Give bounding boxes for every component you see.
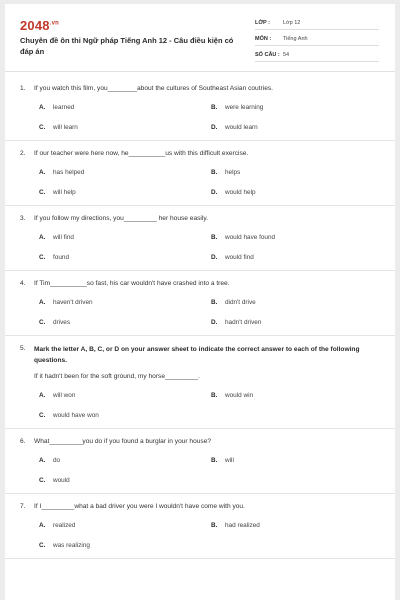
option-letter: C. [39,123,46,131]
answer-options [39,99,383,135]
option-letter: B. [211,521,218,529]
option-text: didn't drive [225,298,256,306]
option-text: has helped [53,168,85,176]
option-letter: A. [39,391,46,399]
question-text: If it hadn't been for the soft ground, my horse_________. [34,373,200,380]
question-text: What_________you do if you found a burglar in your house? [34,438,212,445]
option-a[interactable] [39,164,211,180]
option-text: would find [225,253,254,261]
option-a[interactable] [39,294,211,310]
option-b[interactable] [211,229,383,245]
option-text: would learn [225,123,258,131]
header-divider [5,71,395,72]
meta-label: MÔN : [255,35,272,42]
option-text: were learning [225,103,264,111]
document-meta [255,16,379,64]
option-letter: B. [211,391,218,399]
question-5 [5,336,395,429]
option-letter: B. [211,103,218,111]
question-number: 3. [20,215,26,222]
option-letter: A. [39,103,46,111]
question-text: If you watch this film, you________about the cultures of Southeast Asian coutries. [34,85,273,92]
option-a[interactable] [39,229,211,245]
question-4 [5,271,395,336]
question-number: 2. [20,150,26,157]
option-d[interactable] [211,314,383,330]
option-c[interactable] [39,537,211,553]
meta-value: Lớp 12 [283,19,301,26]
option-letter: C. [39,188,46,196]
option-c[interactable] [39,407,211,423]
option-text: will find [53,233,74,241]
option-text: would win [225,391,254,399]
option-d[interactable] [211,249,383,265]
option-letter: D. [211,253,218,261]
worksheet-page [5,4,395,600]
option-letter: C. [39,476,46,484]
question-number: 4. [20,280,26,287]
meta-row-count [255,48,379,62]
option-text: helps [225,168,241,176]
question-7 [5,494,395,559]
option-text: do [53,456,61,464]
option-letter: A. [39,168,46,176]
answer-options [39,229,383,265]
question-text: If our teacher were here now, he__________us with this difficult exercise. [34,150,249,157]
option-text: will [225,456,234,464]
option-c[interactable] [39,119,211,135]
option-text: would have won [53,411,99,419]
option-text: was realizing [53,541,90,549]
question-instruction: Mark the letter A, B, C, or D on your answer sheet to indicate the correct answer to each of the following questions. [34,346,360,364]
option-letter: A. [39,233,46,241]
option-text: realized [53,521,76,529]
option-letter: B. [211,298,218,306]
question-text: If you follow my directions, you_________ her house easily. [34,215,208,222]
option-a[interactable] [39,517,211,533]
answer-options [39,452,383,488]
option-d[interactable] [211,184,383,200]
option-c[interactable] [39,184,211,200]
option-letter: A. [39,298,46,306]
option-text: would help [225,188,256,196]
option-letter: A. [39,521,46,529]
option-b[interactable] [211,164,383,180]
option-letter: D. [211,123,218,131]
option-letter: C. [39,411,46,419]
answer-options [39,387,383,423]
meta-value: 54 [283,51,290,58]
page-header [5,4,395,68]
meta-label: LỚP : [255,19,270,26]
option-letter: C. [39,541,46,549]
option-d[interactable] [211,119,383,135]
answer-options [39,294,383,330]
question-number: 6. [20,438,26,445]
question-1 [5,76,395,141]
option-text: found [53,253,69,261]
option-b[interactable] [211,294,383,310]
question-2 [5,141,395,206]
question-number: 5. [20,345,26,352]
site-logo[interactable] [20,18,59,33]
option-letter: A. [39,456,46,464]
option-text: drives [53,318,71,326]
option-a[interactable] [39,387,211,403]
option-letter: B. [211,168,218,176]
option-letter: B. [211,456,218,464]
question-number: 7. [20,503,26,510]
answer-options [39,164,383,200]
option-b[interactable] [211,99,383,115]
logo-text: 2048 [20,18,50,33]
option-text: will learn [53,123,78,131]
option-c[interactable] [39,314,211,330]
option-letter: D. [211,188,218,196]
option-letter: C. [39,253,46,261]
meta-row-subject [255,32,379,46]
option-b[interactable] [211,517,383,533]
document-title: Chuyên đề ôn thi Ngữ pháp Tiếng Anh 12 - Câu điều kiện có đáp án [20,36,234,56]
meta-row-class [255,16,379,30]
option-b[interactable] [211,387,383,403]
question-number: 1. [20,85,26,92]
option-text: would [53,476,70,484]
option-text: will won [53,391,76,399]
option-a[interactable] [39,99,211,115]
option-text: had realized [225,521,260,529]
option-text: learned [53,103,75,111]
option-letter: B. [211,233,218,241]
option-b[interactable] [211,452,383,468]
option-text: hadn't driven [225,318,262,326]
meta-value: Tiếng Anh [283,35,308,42]
option-text: would have found [225,233,276,241]
question-list [5,76,395,559]
option-letter: D. [211,318,218,326]
option-text: will help [53,188,76,196]
question-6 [5,429,395,494]
meta-label: SỐ CÂU : [255,51,280,58]
question-text: If Tim__________so fast, his car wouldn't have crashed into a tree. [34,280,230,287]
question-text: If I_________what a bad driver you were I wouldn't have come with you. [34,503,245,510]
option-text: haven't driven [53,298,93,306]
option-letter: C. [39,318,46,326]
option-c[interactable] [39,472,211,488]
option-c[interactable] [39,249,211,265]
question-3 [5,206,395,271]
answer-options [39,517,383,553]
logo-suffix: .vn [49,20,60,27]
option-a[interactable] [39,452,211,468]
